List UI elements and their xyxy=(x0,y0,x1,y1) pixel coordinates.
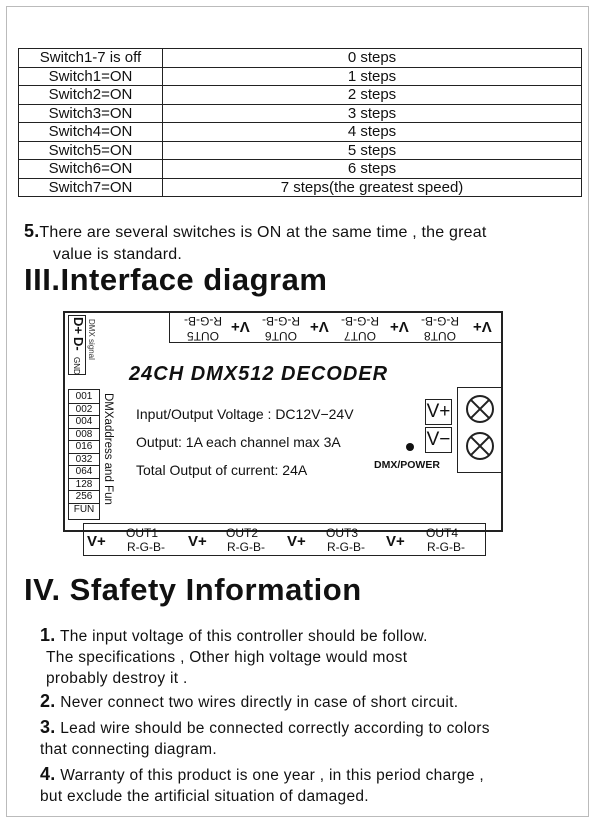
safety-line: Warranty of this product is one year , in this period charge , xyxy=(60,767,485,784)
safety-number: 3. xyxy=(40,717,56,737)
out3-pins: R-G-B- xyxy=(327,540,365,554)
safety-item-3 xyxy=(40,717,490,760)
table-row xyxy=(19,49,582,68)
out1-pins: R-G-B- xyxy=(127,540,165,554)
note-line-2: value is standard. xyxy=(53,246,183,263)
terminal-screw-icon xyxy=(466,395,494,423)
dip-value: 008 xyxy=(69,429,99,442)
dip-value: 064 xyxy=(69,466,99,479)
dmx-signal-label: DMX signal xyxy=(87,319,96,360)
dmx-gnd: GND xyxy=(72,357,81,375)
safety-item-4 xyxy=(40,764,484,807)
decoder-diagram xyxy=(63,311,503,554)
out7-label: OUT7 xyxy=(344,329,377,343)
section-heading-interface: III.Interface diagram xyxy=(24,262,328,297)
spec-voltage: Input/Output Voltage : DC12V−24V xyxy=(136,406,354,422)
out1-vplus: V+ xyxy=(87,533,106,550)
out5-label: OUT5 xyxy=(187,329,220,343)
terminal-screw-icon xyxy=(466,432,494,460)
table-row xyxy=(19,86,582,105)
safety-number: 1. xyxy=(40,625,56,645)
safety-line: The input voltage of this controller should be follow. xyxy=(59,628,428,645)
safety-line: Lead wire should be connected correctly according to colors xyxy=(60,720,490,737)
out6-vplus: V+ xyxy=(310,318,329,335)
dmx-power-label: DMX/POWER xyxy=(374,459,440,471)
safety-number: 2. xyxy=(40,691,56,711)
out5-vplus: V+ xyxy=(231,318,250,335)
dip-value: 128 xyxy=(69,479,99,492)
out2-vplus: V+ xyxy=(188,533,207,550)
dip-value: 256 xyxy=(69,491,99,504)
steps-cell: 2 steps xyxy=(163,86,582,105)
safety-line: probably destroy it . xyxy=(46,670,188,687)
safety-line: The specifications , Other high voltage would most xyxy=(46,649,408,666)
out1-label: OUT1 xyxy=(125,526,158,540)
out8-label: OUT8 xyxy=(424,329,457,343)
steps-cell: 6 steps xyxy=(163,160,582,179)
switch-cell: Switch1=ON xyxy=(19,67,163,86)
table-row xyxy=(19,67,582,86)
steps-cell: 7 steps(the greatest speed) xyxy=(163,178,582,197)
table-row xyxy=(19,141,582,160)
note-5 xyxy=(24,220,486,266)
out3-label: OUT3 xyxy=(325,526,358,540)
decoder-title: 24CH DMX512 DECODER xyxy=(129,363,389,385)
out7-vplus: V+ xyxy=(390,318,409,335)
steps-cell: 1 steps xyxy=(163,67,582,86)
out4-pins: R-G-B- xyxy=(427,540,465,554)
dip-value: 016 xyxy=(69,441,99,454)
safety-number: 4. xyxy=(40,764,56,784)
steps-cell: 5 steps xyxy=(163,141,582,160)
table-row xyxy=(19,104,582,123)
table-row xyxy=(19,178,582,197)
dip-value: 004 xyxy=(69,416,99,429)
out4-vplus: V+ xyxy=(386,533,405,550)
section-heading-safety: IV. Sfafety Information xyxy=(24,572,362,607)
note-number: 5. xyxy=(24,221,40,241)
out4-label: OUT4 xyxy=(425,526,458,540)
note-line-1: There are several switches is ON at the same time , the great xyxy=(39,224,487,241)
switch-cell: Switch2=ON xyxy=(19,86,163,105)
dip-value: 001 xyxy=(69,391,99,404)
safety-line: but exclude the artificial situation of damaged. xyxy=(40,788,369,805)
spec-output: Output: 1A each channel max 3A xyxy=(136,434,341,450)
steps-cell: 0 steps xyxy=(163,49,582,68)
dip-value: 002 xyxy=(69,404,99,417)
steps-cell: 4 steps xyxy=(163,123,582,142)
switch-cell: Switch4=ON xyxy=(19,123,163,142)
switch-cell: Switch6=ON xyxy=(19,160,163,179)
spec-total: Total Output of current: 24A xyxy=(136,462,308,478)
switch-cell: Switch5=ON xyxy=(19,141,163,160)
switch-cell: Switch7=ON xyxy=(19,178,163,197)
safety-item-1 xyxy=(40,625,428,689)
dmx-dminus: D- xyxy=(71,337,86,351)
power-vplus: V+ xyxy=(425,399,452,425)
out8-vplus: V+ xyxy=(473,318,492,335)
out6-pins: R-G-B- xyxy=(262,314,300,328)
switch-speed-table xyxy=(18,48,582,197)
out7-pins: R-G-B- xyxy=(341,314,379,328)
out5-pins: R-G-B- xyxy=(184,314,222,328)
out3-vplus: V+ xyxy=(287,533,306,550)
safety-line: Never connect two wires directly in case of short circuit. xyxy=(60,694,459,711)
safety-item-2 xyxy=(40,691,458,713)
safety-line: that connecting diagram. xyxy=(40,741,217,758)
power-vminus: V− xyxy=(425,427,452,453)
table-row xyxy=(19,123,582,142)
out2-label: OUT2 xyxy=(225,526,258,540)
table-row xyxy=(19,160,582,179)
dip-value: 032 xyxy=(69,454,99,467)
switch-cell: Switch1-7 is off xyxy=(19,49,163,68)
out2-pins: R-G-B- xyxy=(227,540,265,554)
dip-value: FUN xyxy=(73,503,95,515)
dmx-dplus: D+ xyxy=(71,317,86,334)
status-dot xyxy=(406,443,414,451)
steps-cell: 3 steps xyxy=(163,104,582,123)
out6-label: OUT6 xyxy=(265,329,298,343)
out8-pins: R-G-B- xyxy=(421,314,459,328)
dip-label: DMXaddress and Fun xyxy=(102,393,114,505)
switch-cell: Switch3=ON xyxy=(19,104,163,123)
